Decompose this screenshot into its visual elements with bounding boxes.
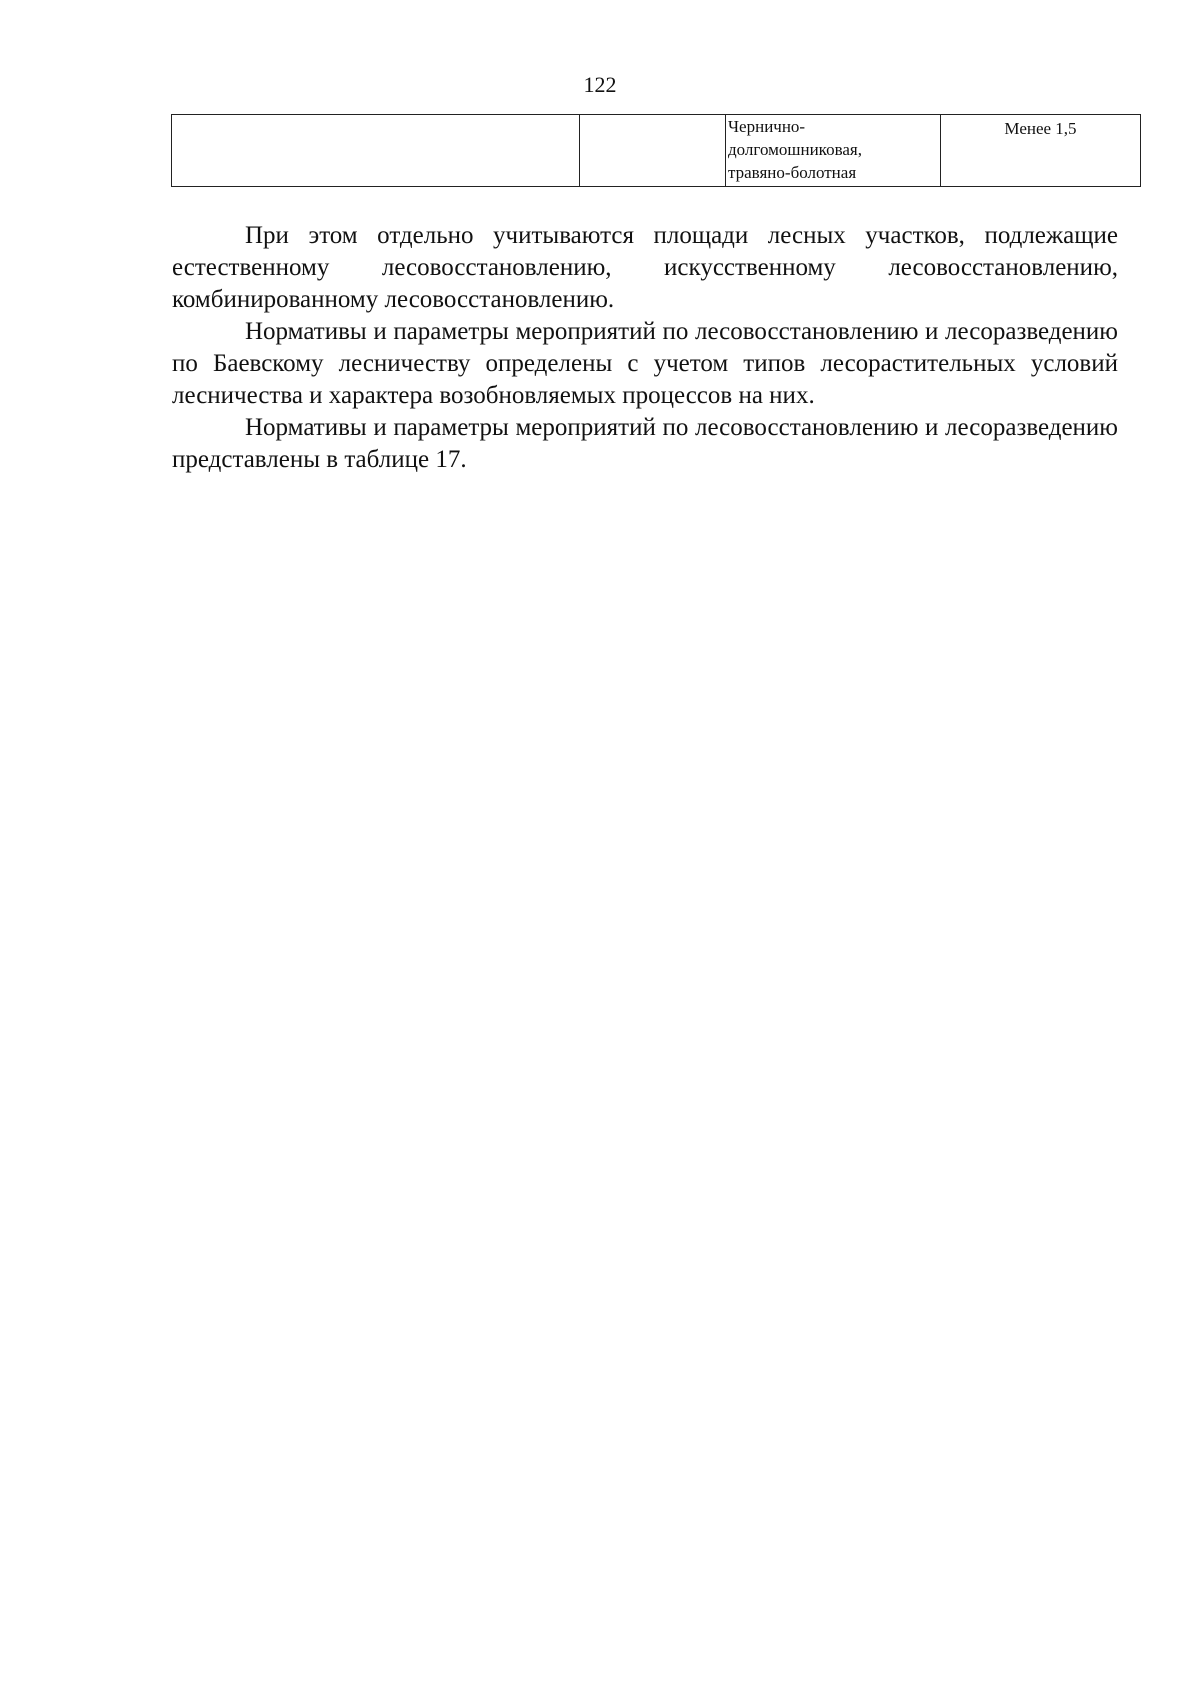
page-number: 122 xyxy=(583,72,617,97)
table-cell-empty-1 xyxy=(172,115,580,187)
table-row xyxy=(172,115,1141,187)
forest-type-line-2: долгомошниковая, xyxy=(728,140,862,159)
table-cell-forest-type xyxy=(726,115,941,187)
paragraph-1: При этом отдельно учитываются площади лесных участков, подлежащие естественному лесовосстановлению, искусственному лесовосстановлению, комбинированному лесовосстановлению. xyxy=(172,222,1118,313)
paragraph-2: Нормативы и параметры мероприятий по лесовосстановлению и лесоразведению по Баевскому лесничеству определены с учетом типов лесорастительных условий лесничества и характера возобновляемых процессов на них. xyxy=(172,318,1118,409)
continued-table-fragment xyxy=(171,114,1141,187)
forest-type-line-1: Чернично- xyxy=(728,117,806,136)
table-cell-empty-2 xyxy=(580,115,726,187)
forest-type-line-3: травяно-болотная xyxy=(728,163,857,182)
paragraph-3: Нормативы и параметры мероприятий по лесовосстановлению и лесоразведению представлены в таблице 17. xyxy=(172,414,1118,473)
body-text xyxy=(172,220,1118,476)
table-cell-value: Менее 1,5 xyxy=(941,115,1141,187)
